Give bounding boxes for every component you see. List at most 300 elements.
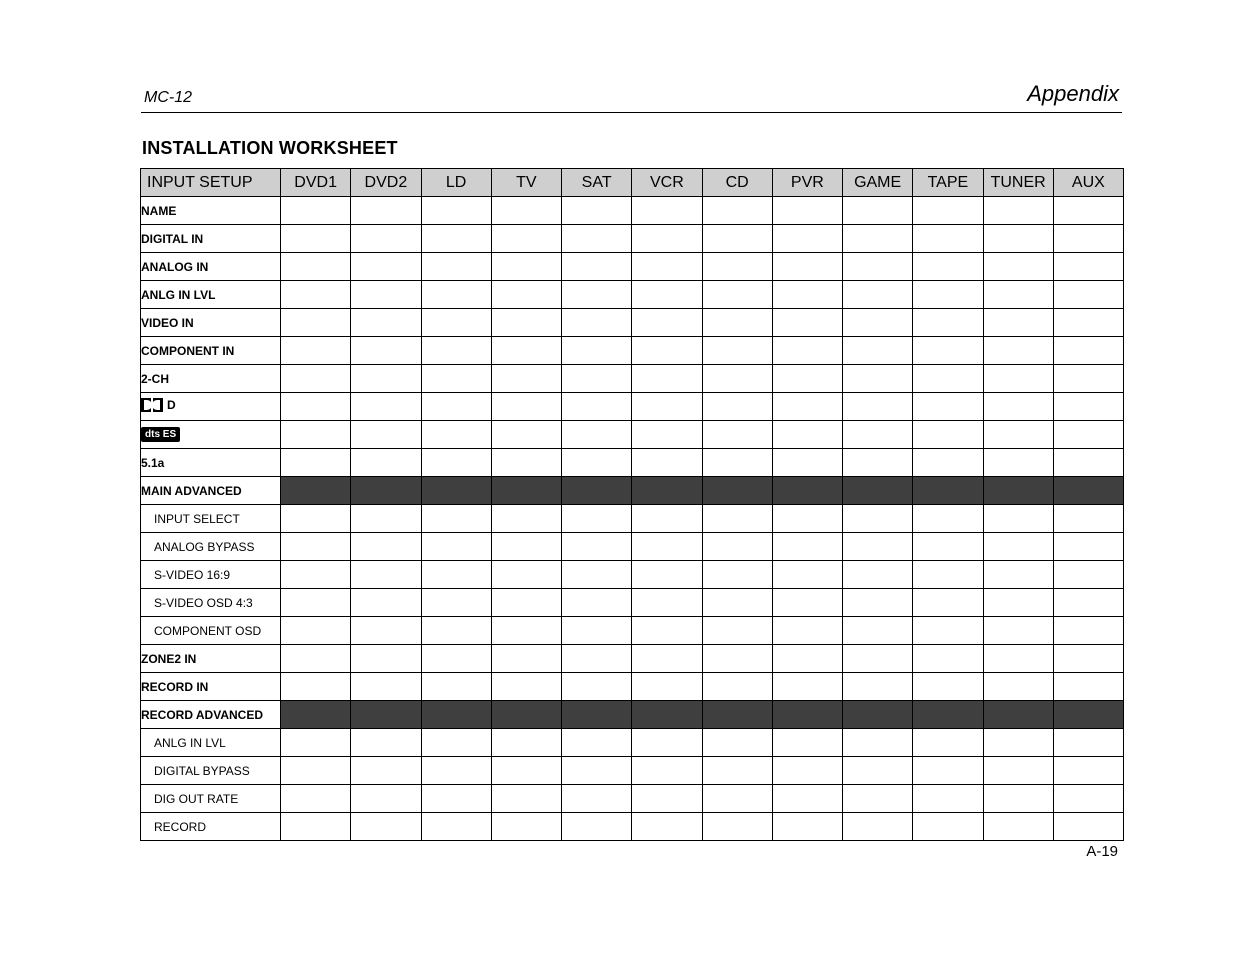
entry-cell[interactable]: [843, 309, 913, 337]
worksheet-title: INSTALLATION WORKSHEET: [142, 138, 398, 158]
entry-cell[interactable]: [562, 533, 632, 561]
entry-cell[interactable]: [632, 365, 702, 393]
entry-cell[interactable]: [562, 673, 632, 701]
row-label: DIGITAL IN: [141, 225, 281, 253]
table-row: [141, 505, 1124, 533]
entry-cell[interactable]: [772, 785, 842, 813]
entry-cell[interactable]: [772, 813, 842, 841]
entry-cell[interactable]: [351, 813, 421, 841]
entry-cell[interactable]: [562, 281, 632, 309]
entry-cell[interactable]: [983, 813, 1053, 841]
entry-cell[interactable]: [421, 197, 491, 225]
entry-cell[interactable]: [281, 309, 351, 337]
entry-cell[interactable]: [702, 813, 772, 841]
entry-cell[interactable]: [1053, 393, 1123, 421]
entry-cell[interactable]: [983, 393, 1053, 421]
installation-worksheet-table: [140, 168, 1124, 841]
entry-cell[interactable]: [562, 197, 632, 225]
entry-cell[interactable]: [772, 309, 842, 337]
entry-cell[interactable]: [913, 757, 983, 785]
entry-cell[interactable]: [491, 225, 561, 253]
row-label: S-VIDEO OSD 4:3: [141, 589, 281, 617]
entry-cell[interactable]: [632, 673, 702, 701]
entry-cell[interactable]: [632, 645, 702, 673]
entry-cell[interactable]: [351, 589, 421, 617]
entry-cell[interactable]: [281, 673, 351, 701]
entry-cell[interactable]: [1053, 561, 1123, 589]
entry-cell[interactable]: [772, 533, 842, 561]
entry-cell[interactable]: [351, 421, 421, 449]
entry-cell[interactable]: [702, 225, 772, 253]
entry-cell[interactable]: [632, 309, 702, 337]
entry-cell: [843, 701, 913, 729]
entry-cell[interactable]: [772, 729, 842, 757]
entry-cell[interactable]: [562, 365, 632, 393]
entry-cell[interactable]: [1053, 421, 1123, 449]
row-label: DIG OUT RATE: [141, 785, 281, 813]
entry-cell[interactable]: [913, 673, 983, 701]
entry-cell[interactable]: [491, 813, 561, 841]
entry-cell: [983, 701, 1053, 729]
entry-cell[interactable]: [702, 253, 772, 281]
column-header: TV: [491, 169, 561, 197]
row-label: NAME: [141, 197, 281, 225]
entry-cell[interactable]: [1053, 197, 1123, 225]
entry-cell[interactable]: [913, 421, 983, 449]
entry-cell[interactable]: [632, 197, 702, 225]
entry-cell[interactable]: [562, 309, 632, 337]
entry-cell[interactable]: [1053, 505, 1123, 533]
table-row: [141, 645, 1124, 673]
entry-cell[interactable]: [491, 533, 561, 561]
entry-cell[interactable]: [843, 393, 913, 421]
entry-cell[interactable]: [913, 785, 983, 813]
entry-cell[interactable]: [913, 533, 983, 561]
entry-cell[interactable]: [562, 225, 632, 253]
entry-cell[interactable]: [702, 449, 772, 477]
entry-cell[interactable]: [702, 757, 772, 785]
entry-cell[interactable]: [843, 337, 913, 365]
entry-cell[interactable]: [562, 505, 632, 533]
entry-cell[interactable]: [421, 729, 491, 757]
entry-cell[interactable]: [983, 253, 1053, 281]
row-label: DIGITAL BYPASS: [141, 757, 281, 785]
table-row: [141, 561, 1124, 589]
entry-cell: [1053, 477, 1123, 505]
entry-cell[interactable]: [281, 645, 351, 673]
column-header: CD: [702, 169, 772, 197]
entry-cell[interactable]: [702, 281, 772, 309]
entry-cell[interactable]: [1053, 757, 1123, 785]
entry-cell[interactable]: [281, 197, 351, 225]
entry-cell[interactable]: [843, 197, 913, 225]
entry-cell[interactable]: [843, 225, 913, 253]
entry-cell[interactable]: [843, 645, 913, 673]
entry-cell[interactable]: [491, 449, 561, 477]
entry-cell[interactable]: [351, 505, 421, 533]
entry-cell[interactable]: [562, 729, 632, 757]
dolby-logo-icon: [141, 398, 163, 415]
entry-cell[interactable]: [772, 393, 842, 421]
entry-cell[interactable]: [702, 673, 772, 701]
row-label: ANALOG IN: [141, 253, 281, 281]
entry-cell[interactable]: [913, 225, 983, 253]
entry-cell[interactable]: [421, 365, 491, 393]
entry-cell[interactable]: [1053, 365, 1123, 393]
entry-cell[interactable]: [281, 561, 351, 589]
row-label: MAIN ADVANCED: [141, 477, 281, 505]
entry-cell[interactable]: [913, 729, 983, 757]
entry-cell[interactable]: [421, 589, 491, 617]
entry-cell[interactable]: [421, 505, 491, 533]
table-row: [141, 701, 1124, 729]
entry-cell[interactable]: [491, 365, 561, 393]
entry-cell[interactable]: [421, 617, 491, 645]
row-label: RECORD IN: [141, 673, 281, 701]
entry-cell[interactable]: [983, 785, 1053, 813]
entry-cell[interactable]: [562, 421, 632, 449]
entry-cell[interactable]: [632, 421, 702, 449]
entry-cell[interactable]: [632, 617, 702, 645]
entry-cell[interactable]: [983, 617, 1053, 645]
section-title: Appendix: [1027, 81, 1119, 106]
entry-cell: [562, 477, 632, 505]
entry-cell[interactable]: [702, 561, 772, 589]
entry-cell[interactable]: [491, 309, 561, 337]
entry-cell[interactable]: [632, 505, 702, 533]
entry-cell[interactable]: [772, 589, 842, 617]
entry-cell[interactable]: [913, 617, 983, 645]
row-label: S-VIDEO 16:9: [141, 561, 281, 589]
entry-cell[interactable]: [843, 561, 913, 589]
entry-cell[interactable]: [491, 785, 561, 813]
column-header: INPUT SETUP: [141, 169, 281, 197]
entry-cell[interactable]: [562, 757, 632, 785]
entry-cell[interactable]: [772, 757, 842, 785]
entry-cell[interactable]: [491, 505, 561, 533]
column-header: VCR: [632, 169, 702, 197]
entry-cell[interactable]: [843, 729, 913, 757]
entry-cell[interactable]: [772, 225, 842, 253]
entry-cell[interactable]: [772, 253, 842, 281]
entry-cell[interactable]: [351, 785, 421, 813]
entry-cell[interactable]: [772, 365, 842, 393]
row-label: ANLG IN LVL: [141, 281, 281, 309]
entry-cell: [421, 477, 491, 505]
column-header: DVD2: [351, 169, 421, 197]
entry-cell[interactable]: [913, 589, 983, 617]
entry-cell[interactable]: [913, 645, 983, 673]
dts-es-logo-icon: dts ES: [141, 427, 180, 442]
entry-cell[interactable]: [913, 365, 983, 393]
entry-cell[interactable]: [983, 421, 1053, 449]
entry-cell[interactable]: [702, 729, 772, 757]
entry-cell[interactable]: [421, 561, 491, 589]
entry-cell[interactable]: [702, 645, 772, 673]
entry-cell[interactable]: [1053, 729, 1123, 757]
entry-cell[interactable]: [983, 309, 1053, 337]
entry-cell[interactable]: [1053, 645, 1123, 673]
column-header: DVD1: [281, 169, 351, 197]
entry-cell[interactable]: [491, 253, 561, 281]
entry-cell[interactable]: [913, 505, 983, 533]
entry-cell[interactable]: [983, 533, 1053, 561]
entry-cell[interactable]: [491, 197, 561, 225]
entry-cell[interactable]: [281, 729, 351, 757]
entry-cell[interactable]: [702, 393, 772, 421]
entry-cell[interactable]: [843, 253, 913, 281]
entry-cell[interactable]: [351, 281, 421, 309]
entry-cell[interactable]: [702, 533, 772, 561]
entry-cell[interactable]: [562, 561, 632, 589]
entry-cell[interactable]: [281, 617, 351, 645]
entry-cell[interactable]: [562, 449, 632, 477]
entry-cell[interactable]: [772, 505, 842, 533]
entry-cell[interactable]: [983, 757, 1053, 785]
entry-cell[interactable]: [983, 645, 1053, 673]
entry-cell[interactable]: [421, 225, 491, 253]
column-header: TUNER: [983, 169, 1053, 197]
header-rule: [141, 112, 1122, 113]
entry-cell[interactable]: [421, 785, 491, 813]
entry-cell[interactable]: [1053, 813, 1123, 841]
entry-cell[interactable]: [843, 365, 913, 393]
entry-cell[interactable]: [491, 673, 561, 701]
entry-cell[interactable]: [1053, 617, 1123, 645]
entry-cell[interactable]: [491, 393, 561, 421]
entry-cell: [491, 701, 561, 729]
entry-cell[interactable]: [421, 281, 491, 309]
entry-cell[interactable]: [281, 813, 351, 841]
entry-cell[interactable]: [351, 197, 421, 225]
entry-cell[interactable]: [491, 617, 561, 645]
entry-cell[interactable]: [1053, 253, 1123, 281]
entry-cell[interactable]: [1053, 449, 1123, 477]
entry-cell[interactable]: [1053, 673, 1123, 701]
entry-cell[interactable]: [772, 645, 842, 673]
entry-cell[interactable]: [632, 337, 702, 365]
entry-cell: [772, 477, 842, 505]
entry-cell[interactable]: [281, 533, 351, 561]
entry-cell[interactable]: [562, 337, 632, 365]
entry-cell[interactable]: [1053, 281, 1123, 309]
entry-cell[interactable]: [421, 673, 491, 701]
entry-cell[interactable]: [1053, 337, 1123, 365]
entry-cell[interactable]: [421, 337, 491, 365]
entry-cell[interactable]: [983, 449, 1053, 477]
entry-cell[interactable]: [843, 673, 913, 701]
entry-cell[interactable]: [351, 533, 421, 561]
entry-cell[interactable]: [281, 449, 351, 477]
entry-cell[interactable]: [843, 533, 913, 561]
entry-cell[interactable]: [562, 813, 632, 841]
table-row: [141, 365, 1124, 393]
entry-cell[interactable]: [281, 421, 351, 449]
entry-cell[interactable]: [1053, 309, 1123, 337]
entry-cell[interactable]: [632, 253, 702, 281]
entry-cell[interactable]: [421, 645, 491, 673]
entry-cell[interactable]: [562, 589, 632, 617]
entry-cell: [421, 701, 491, 729]
column-header: AUX: [1053, 169, 1123, 197]
entry-cell[interactable]: [421, 813, 491, 841]
entry-cell[interactable]: [562, 617, 632, 645]
entry-cell[interactable]: [913, 393, 983, 421]
entry-cell[interactable]: [702, 309, 772, 337]
entry-cell[interactable]: [702, 785, 772, 813]
entry-cell[interactable]: [983, 225, 1053, 253]
entry-cell[interactable]: [421, 757, 491, 785]
entry-cell[interactable]: [351, 225, 421, 253]
column-header: PVR: [772, 169, 842, 197]
entry-cell[interactable]: [983, 197, 1053, 225]
entry-cell[interactable]: [632, 449, 702, 477]
entry-cell[interactable]: [843, 589, 913, 617]
entry-cell[interactable]: [281, 785, 351, 813]
entry-cell[interactable]: [562, 253, 632, 281]
entry-cell[interactable]: [491, 337, 561, 365]
entry-cell[interactable]: [421, 309, 491, 337]
entry-cell[interactable]: [632, 589, 702, 617]
table-row: [141, 225, 1124, 253]
entry-cell[interactable]: [281, 393, 351, 421]
entry-cell[interactable]: [632, 757, 702, 785]
table-row: [141, 617, 1124, 645]
entry-cell[interactable]: [281, 225, 351, 253]
entry-cell[interactable]: [772, 673, 842, 701]
entry-cell[interactable]: [843, 617, 913, 645]
entry-cell[interactable]: [351, 617, 421, 645]
entry-cell[interactable]: [632, 729, 702, 757]
entry-cell[interactable]: [351, 365, 421, 393]
entry-cell[interactable]: [772, 617, 842, 645]
entry-cell[interactable]: [351, 673, 421, 701]
entry-cell[interactable]: [1053, 785, 1123, 813]
entry-cell[interactable]: [421, 449, 491, 477]
entry-cell[interactable]: [281, 365, 351, 393]
entry-cell[interactable]: [632, 225, 702, 253]
entry-cell: [491, 477, 561, 505]
entry-cell[interactable]: [772, 449, 842, 477]
entry-cell[interactable]: [351, 757, 421, 785]
entry-cell[interactable]: [983, 281, 1053, 309]
entry-cell[interactable]: [281, 253, 351, 281]
entry-cell[interactable]: [843, 813, 913, 841]
entry-cell[interactable]: [562, 645, 632, 673]
entry-cell[interactable]: [491, 589, 561, 617]
entry-cell[interactable]: [491, 561, 561, 589]
entry-cell[interactable]: [843, 449, 913, 477]
row-label: 5.1a: [141, 449, 281, 477]
entry-cell[interactable]: [351, 337, 421, 365]
entry-cell[interactable]: [772, 561, 842, 589]
entry-cell: [351, 477, 421, 505]
entry-cell[interactable]: [772, 281, 842, 309]
entry-cell[interactable]: [281, 337, 351, 365]
entry-cell[interactable]: [632, 393, 702, 421]
entry-cell[interactable]: [281, 757, 351, 785]
entry-cell[interactable]: [562, 785, 632, 813]
entry-cell[interactable]: [1053, 225, 1123, 253]
entry-cell[interactable]: [702, 589, 772, 617]
entry-cell[interactable]: [351, 309, 421, 337]
entry-cell[interactable]: [843, 785, 913, 813]
entry-cell[interactable]: [1053, 589, 1123, 617]
entry-cell[interactable]: [491, 757, 561, 785]
entry-cell: [913, 701, 983, 729]
entry-cell[interactable]: [983, 673, 1053, 701]
entry-cell[interactable]: [421, 393, 491, 421]
entry-cell[interactable]: [772, 337, 842, 365]
entry-cell[interactable]: [491, 421, 561, 449]
entry-cell[interactable]: [983, 729, 1053, 757]
entry-cell[interactable]: [913, 449, 983, 477]
entry-cell[interactable]: [632, 533, 702, 561]
entry-cell[interactable]: [702, 617, 772, 645]
entry-cell[interactable]: [843, 505, 913, 533]
entry-cell[interactable]: [983, 337, 1053, 365]
entry-cell[interactable]: [421, 421, 491, 449]
table-row: [141, 309, 1124, 337]
entry-cell[interactable]: [491, 645, 561, 673]
entry-cell[interactable]: [281, 505, 351, 533]
entry-cell[interactable]: [632, 281, 702, 309]
entry-cell[interactable]: [913, 281, 983, 309]
entry-cell[interactable]: [913, 813, 983, 841]
entry-cell[interactable]: [702, 421, 772, 449]
entry-cell[interactable]: [281, 589, 351, 617]
entry-cell[interactable]: [632, 813, 702, 841]
entry-cell[interactable]: [632, 561, 702, 589]
table-row: [141, 785, 1124, 813]
entry-cell[interactable]: [702, 505, 772, 533]
entry-cell[interactable]: [913, 309, 983, 337]
entry-cell[interactable]: [421, 253, 491, 281]
entry-cell[interactable]: [702, 337, 772, 365]
entry-cell[interactable]: [421, 533, 491, 561]
entry-cell[interactable]: [1053, 533, 1123, 561]
entry-cell[interactable]: [983, 365, 1053, 393]
entry-cell[interactable]: [702, 197, 772, 225]
entry-cell[interactable]: [351, 561, 421, 589]
entry-cell[interactable]: [983, 589, 1053, 617]
entry-cell[interactable]: [913, 253, 983, 281]
entry-cell[interactable]: [351, 449, 421, 477]
entry-cell[interactable]: [983, 561, 1053, 589]
entry-cell[interactable]: [983, 505, 1053, 533]
entry-cell[interactable]: [491, 281, 561, 309]
entry-cell[interactable]: [491, 729, 561, 757]
entry-cell[interactable]: [351, 253, 421, 281]
entry-cell[interactable]: [702, 365, 772, 393]
entry-cell[interactable]: [772, 197, 842, 225]
entry-cell[interactable]: [772, 421, 842, 449]
entry-cell[interactable]: [632, 785, 702, 813]
entry-cell[interactable]: [843, 281, 913, 309]
entry-cell[interactable]: [843, 757, 913, 785]
entry-cell[interactable]: [562, 393, 632, 421]
entry-cell[interactable]: [913, 337, 983, 365]
entry-cell[interactable]: [351, 729, 421, 757]
entry-cell[interactable]: [281, 281, 351, 309]
entry-cell[interactable]: [351, 393, 421, 421]
entry-cell[interactable]: [351, 645, 421, 673]
entry-cell[interactable]: [913, 561, 983, 589]
entry-cell: [632, 477, 702, 505]
entry-cell[interactable]: [843, 421, 913, 449]
entry-cell[interactable]: [913, 197, 983, 225]
entry-cell: [1053, 701, 1123, 729]
